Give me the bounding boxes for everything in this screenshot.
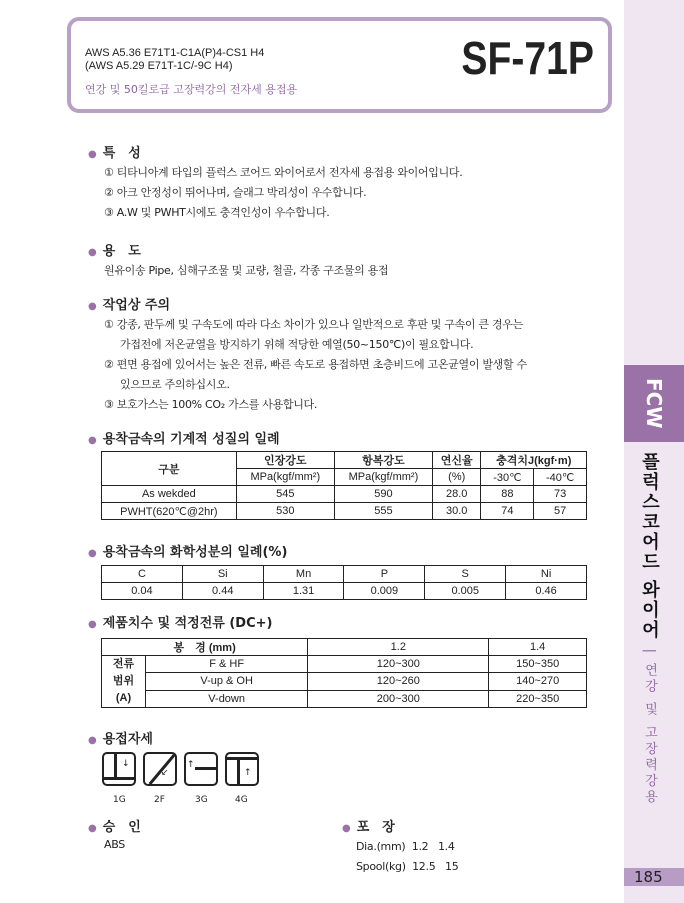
unit: (%) (432, 469, 480, 486)
cell: 150~350 (489, 656, 587, 673)
page-number: 185 (624, 868, 684, 886)
cell: 120~260 (308, 673, 489, 690)
position-label: 3G (195, 795, 208, 805)
section-pack: ● 포 장 (342, 816, 395, 835)
section-chem: ● 용착금속의 화학성분의 일례(%) (88, 541, 287, 560)
feature-item: ③ A.W 및 PWHT시에도 충격인성이 우수합니다. (104, 206, 330, 219)
col-header: 항복강도 (334, 452, 432, 469)
col-header: 충격치J(kgf·m) (481, 452, 587, 469)
cell: PWHT(620℃@2hr) (102, 503, 237, 520)
pack-dia: Dia.(mm) 1.2 1.4 (356, 840, 455, 853)
position-1g-icon: ↓ (102, 752, 136, 786)
features-list (104, 163, 462, 223)
section-features: ● 특 성 (88, 142, 141, 161)
unit: -30℃ (481, 469, 534, 486)
cell: 88 (481, 486, 534, 503)
unit: MPa(kgf/mm²) (236, 469, 334, 486)
col-header: C (102, 566, 183, 583)
cautions-list (104, 315, 527, 415)
caution-item: 있으므로 주의하십시오. (120, 378, 230, 391)
caution-item: ② 편면 용접에 있어서는 높은 전류, 빠른 속도로 용접하면 초층비드에 고온균열이 발생할 수 (104, 358, 527, 371)
feature-item: ① 티타니아계 타입의 플럭스 코어드 와이어로서 전자세 용접용 와이어입니다. (104, 166, 463, 179)
cell: 200~300 (308, 690, 489, 707)
cell: 30.0 (432, 503, 480, 520)
col-header: Si (182, 566, 263, 583)
cell: 57 (534, 503, 587, 520)
col-header: 구분 (102, 452, 237, 486)
col-header: S (425, 566, 506, 583)
side-subtitle: 연강 및 고장력강용 (642, 663, 657, 806)
section-mech: ● 용착금속의 기계적 성질의 일례 (88, 428, 280, 447)
cell: 140~270 (489, 673, 587, 690)
position-4g-icon: ↑ (225, 752, 259, 786)
cell: 74 (481, 503, 534, 520)
pack-spool: Spool(kg) 12.5 15 (356, 860, 459, 873)
unit: -40℃ (534, 469, 587, 486)
caution-item: ③ 보호가스는 100% CO₂ 가스를 사용합니다. (104, 398, 318, 411)
table-row (102, 486, 587, 503)
cell: 28.0 (432, 486, 480, 503)
category-label: FCW (642, 378, 666, 429)
category-tab (624, 365, 684, 442)
cell: V-up & OH (146, 673, 308, 690)
section-position: ● 용접자세 (88, 728, 153, 747)
position-label: 4G (235, 795, 248, 805)
cell: 0.44 (182, 583, 263, 600)
spec-1: AWS A5.36 E71T1-C1A(P)4-CS1 H4 (85, 47, 265, 59)
col-header: Mn (263, 566, 344, 583)
cell: V-down (146, 690, 308, 707)
cell: 73 (534, 486, 587, 503)
position-label: 1G (113, 795, 126, 805)
chem-table (101, 565, 587, 600)
cell: 1.31 (263, 583, 344, 600)
col-header: 1.2 (308, 639, 489, 656)
approval-text: ABS (104, 838, 125, 851)
side-title-text: 플럭스코어드 와이어 (639, 452, 660, 641)
section-cautions: ● 작업상 주의 (88, 294, 170, 313)
section-size: ● 제품치수 및 적정전류 (DC+) (88, 612, 272, 631)
header-box (67, 17, 612, 113)
section-uses: ● 용 도 (88, 240, 141, 259)
uses-text: 원유이송 Pipe, 심해구조물 및 교량, 철골, 각종 구조물의 용접 (104, 264, 389, 277)
section-approval: ● 승 인 (88, 816, 141, 835)
position-3g-icon: ↑ (184, 752, 218, 786)
cell: 120~300 (308, 656, 489, 673)
col-header: 봉 경 (mm) (102, 639, 308, 656)
cell: 0.005 (425, 583, 506, 600)
cell: 530 (236, 503, 334, 520)
row-group: 전류 범위 (A) (102, 656, 146, 708)
position-label: 2F (154, 795, 165, 805)
col-header: 연신율 (432, 452, 480, 469)
cell: 0.009 (344, 583, 425, 600)
position-2f-icon: ↙ (143, 752, 177, 786)
cell: F & HF (146, 656, 308, 673)
spec-2: (AWS A5.29 E71T-1C/-9C H4) (85, 60, 233, 72)
col-header: 인장강도 (236, 452, 334, 469)
cell: As wekded (102, 486, 237, 503)
col-header: Ni (506, 566, 587, 583)
cell: 555 (334, 503, 432, 520)
col-header: P (344, 566, 425, 583)
caution-item: ① 강종, 판두께 및 구속도에 따라 다소 차이가 있으나 일반적으로 후판 및 구속이 큰 경우는 (104, 318, 523, 331)
caution-item: 가접전에 저온균열을 방지하기 위해 적당한 예열(50~150℃)이 필요합니다. (120, 338, 474, 351)
mech-table (101, 451, 587, 520)
feature-item: ② 아크 안정성이 뛰어나며, 슬래그 박리성이 우수합니다. (104, 186, 367, 199)
spec (85, 47, 264, 73)
size-table (101, 638, 587, 708)
col-header: 1.4 (489, 639, 587, 656)
usage: 연강 및 50킬로급 고장력강의 전자세 용접용 (85, 83, 298, 96)
cell: 0.04 (102, 583, 183, 600)
table-row (102, 503, 587, 520)
cell: 0.46 (506, 583, 587, 600)
pack-info (356, 837, 458, 877)
position-icons (102, 752, 259, 786)
cell: 545 (236, 486, 334, 503)
unit: MPa(kgf/mm²) (334, 469, 432, 486)
side-title: 플럭스코어드 와이어 | 연강 및 고장력강용 (639, 452, 660, 806)
cell: 590 (334, 486, 432, 503)
model-name: SF-71P (461, 32, 594, 84)
cell: 220~350 (489, 690, 587, 707)
